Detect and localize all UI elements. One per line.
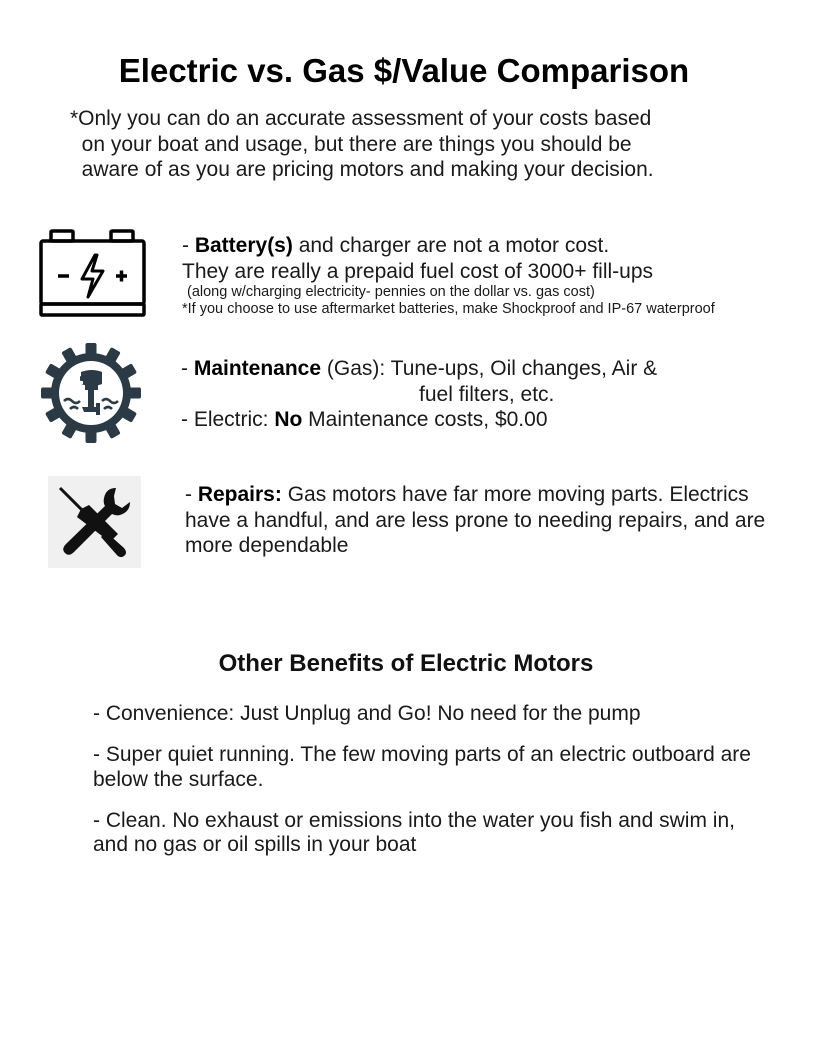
benefits-title: Other Benefits of Electric Motors	[218, 650, 594, 677]
repairs-text: Gas motors have far more moving parts. Electrics have a handful, and are less prone to needing repairs, and are more dependable	[185, 483, 766, 557]
maintenance-prefix: -	[181, 357, 194, 380]
page-title: Electric vs. Gas $/Value Comparison	[118, 52, 690, 89]
battery-section	[182, 233, 782, 318]
maintenance-section	[181, 356, 781, 433]
battery-aftermarket-note: *If you choose to use aftermarket batteries, make Shockproof and IP-67 waterproof	[182, 301, 715, 317]
car-battery-icon	[38, 228, 148, 320]
intro-disclaimer: *Only you can do an accurate assessment of your costs based on your boat and usage, but there are things you should be aware of as you are pricing motors and making your decision.	[70, 107, 654, 181]
maintenance-heading: Maintenance	[193, 357, 322, 380]
maintenance-electric-bold: No	[274, 408, 303, 431]
maintenance-electric-prefix: - Electric:	[181, 408, 275, 431]
benefits-list	[93, 702, 773, 874]
benefit-clean: - Clean. No exhaust or emissions into the water you fish and swim in, and no gas or oil spills in your boat	[93, 808, 735, 856]
screwdriver-wrench-icon	[48, 476, 141, 568]
battery-fuel-text: They are really a prepaid fuel cost of 3000+ fill-ups	[182, 259, 654, 283]
benefit-quiet: - Super quiet running. The few moving parts of an electric outboard are below the surface.	[93, 743, 751, 791]
repairs-prefix: -	[185, 483, 198, 506]
repairs-section	[185, 482, 785, 559]
battery-heading: Battery(s)	[194, 234, 293, 257]
repairs-heading: Repairs:	[197, 483, 282, 506]
outboard-motor-gear-icon	[40, 343, 142, 443]
maintenance-gas-text: (Gas): Tune-ups, Oil changes, Air &	[321, 357, 658, 380]
battery-prefix: -	[182, 234, 195, 257]
battery-charging-note: (along w/charging electricity- pennies on the dollar vs. gas cost)	[187, 284, 595, 300]
battery-text: and charger are not a motor cost.	[292, 234, 610, 257]
maintenance-gas-continuation: fuel filters, etc.	[419, 382, 555, 406]
benefit-convenience: - Convenience: Just Unplug and Go! No need for the pump	[93, 702, 641, 725]
maintenance-electric-text: Maintenance costs, $0.00	[302, 408, 548, 431]
